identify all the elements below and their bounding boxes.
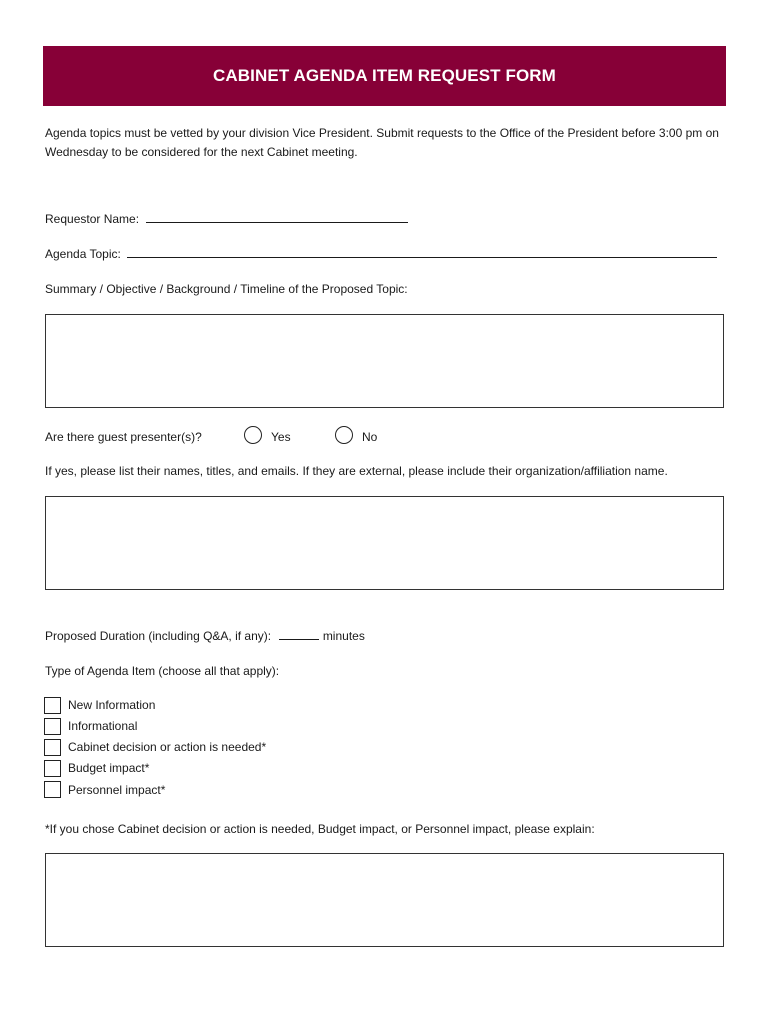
informational-checkbox[interactable]: [44, 718, 61, 735]
informational-label: Informational: [68, 719, 138, 733]
guest-yes-label: Yes: [271, 430, 291, 444]
explain-label: *If you chose Cabinet decision or action is needed, Budget impact, or Personnel impact, please explain:: [45, 822, 595, 836]
duration-field[interactable]: [279, 627, 319, 640]
item-type-label: Type of Agenda Item (choose all that apply):: [45, 664, 280, 678]
personnel-impact-label: Personnel impact*: [68, 783, 166, 797]
requestor-name-label: Requestor Name:: [45, 212, 140, 226]
intro-text: Agenda topics must be vetted by your division Vice President. Submit requests to the Office of the President before 3:00 pm on Wednesday to be considered for the next Cabinet meeting.: [45, 126, 719, 159]
form-title: CABINET AGENDA ITEM REQUEST FORM: [213, 66, 556, 85]
cabinet-decision-label: Cabinet decision or action is needed*: [68, 740, 267, 754]
summary-textbox[interactable]: [45, 314, 724, 408]
personnel-impact-checkbox[interactable]: [44, 781, 61, 798]
duration-unit: minutes: [322, 629, 365, 643]
agenda-topic-row: [45, 245, 717, 263]
duration-row: [45, 627, 365, 645]
guest-yes-radio[interactable]: [244, 426, 262, 444]
requestor-row: [45, 210, 408, 228]
form-header-banner: [43, 46, 726, 106]
budget-impact-checkbox[interactable]: [44, 760, 61, 777]
guest-no-radio[interactable]: [335, 426, 353, 444]
explain-textbox[interactable]: [45, 853, 724, 947]
duration-label: Proposed Duration (including Q&A, if any):: [45, 629, 272, 643]
guest-details-label: If yes, please list their names, titles, and emails. If they are external, please include their organization/affiliation name.: [45, 464, 668, 478]
summary-label: Summary / Objective / Background / Timeline of the Proposed Topic:: [45, 282, 408, 296]
new-information-label: New Information: [68, 698, 156, 712]
guest-no-label: No: [362, 430, 378, 444]
agenda-topic-label: Agenda Topic:: [45, 247, 121, 261]
budget-impact-label: Budget impact*: [68, 761, 150, 775]
requestor-name-field[interactable]: [146, 210, 408, 223]
new-information-checkbox[interactable]: [44, 697, 61, 714]
cabinet-decision-checkbox[interactable]: [44, 739, 61, 756]
guest-details-textbox[interactable]: [45, 496, 724, 590]
agenda-topic-field[interactable]: [127, 245, 717, 258]
guest-presenters-label: Are there guest presenter(s)?: [45, 430, 202, 444]
